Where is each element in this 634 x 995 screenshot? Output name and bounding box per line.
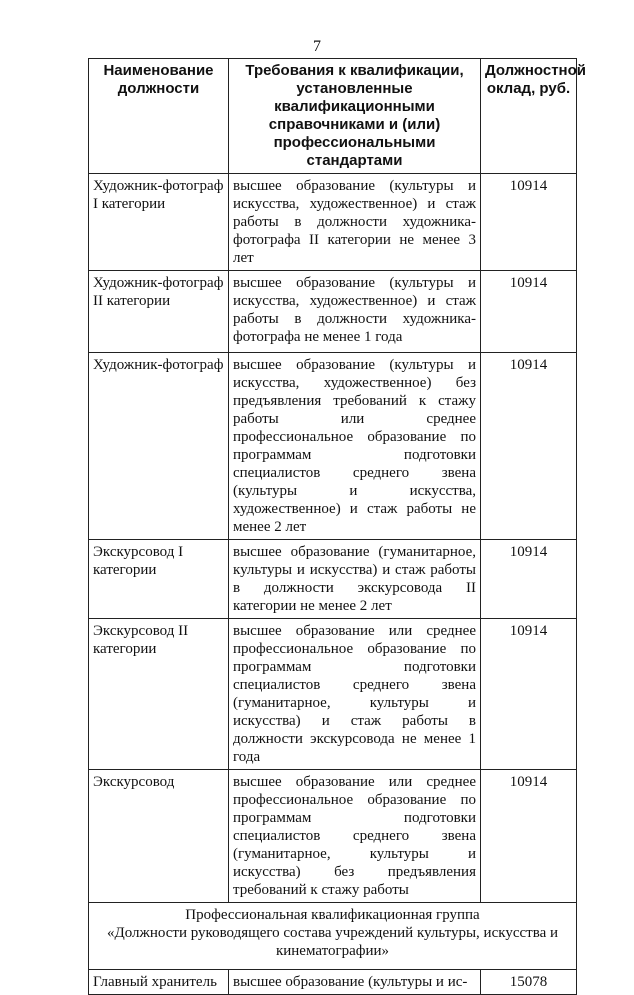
table-row [89, 970, 577, 995]
salary-cell: 10914 [481, 271, 577, 353]
table-row [89, 619, 577, 770]
group-row [89, 903, 577, 970]
header-position: Наименование должности [89, 59, 229, 174]
position-cell: Художник-фотограф I категории [89, 174, 229, 271]
requirements-cell: высшее образование (гуманитарное, культуры и искусства) и стаж работы в должности экскурсовода II категории не менее 2 лет [229, 540, 481, 619]
position-cell: Экскурсовод [89, 770, 229, 903]
table-header-row [89, 59, 577, 174]
requirements-cell: высшее образование (культуры и искусства, художественное) без предъявления требований к стажу работы или среднее профессиональное образование по программам подготовки специалистов среднего звена (культуры и искусства, художественное) и стаж работы не менее 2 лет [229, 353, 481, 540]
header-salary: Должностной оклад, руб. [481, 59, 577, 174]
position-cell: Художник-фотограф II категории [89, 271, 229, 353]
group-heading-cell [89, 903, 577, 970]
requirements-cell: высшее образование (культуры и искусства, художественное) и стаж работы в должности художника-фотографа не менее 1 года [229, 271, 481, 353]
salary-cell: 10914 [481, 540, 577, 619]
table-row [89, 770, 577, 903]
position-cell: Экскурсовод I категории [89, 540, 229, 619]
table-row [89, 540, 577, 619]
table-row [89, 271, 577, 353]
requirements-cell: высшее образование (культуры и искусства, художественное) и стаж работы в должности художника-фотографа II категории не менее 3 лет [229, 174, 481, 271]
position-cell: Художник-фотограф [89, 353, 229, 540]
salary-cell: 10914 [481, 174, 577, 271]
position-cell: Экскурсовод II категории [89, 619, 229, 770]
table-row [89, 174, 577, 271]
requirements-cell: высшее образование или среднее профессиональное образование по программам подготовки специалистов среднего звена (гуманитарное, культуры и искусства) и стаж работы в должности экскурсовода не менее 1 года [229, 619, 481, 770]
table-row [89, 353, 577, 540]
salary-table [88, 58, 586, 995]
salary-cell: 10914 [481, 770, 577, 903]
position-cell: Главный хранитель [89, 970, 229, 995]
requirements-cell: высшее образование или среднее профессиональное образование по программам подготовки специалистов среднего звена (гуманитарное, культуры и искусства) без предъявления требований к стажу работы [229, 770, 481, 903]
salary-cell: 15078 [481, 970, 577, 995]
salary-cell: 10914 [481, 353, 577, 540]
requirements-cell: высшее образование (культуры и ис- [229, 970, 481, 995]
group-title: Профессиональная квалификационная группа [185, 907, 480, 923]
salary-cell: 10914 [481, 619, 577, 770]
page-number: 7 [313, 38, 321, 55]
header-requirements: Требования к квалификации, установленные квалификационными справочниками и (или) профессиональными стандартами [229, 59, 481, 174]
group-name: «Должности руководящего состава учреждений культуры, искусства и кинематографии» [106, 925, 559, 959]
